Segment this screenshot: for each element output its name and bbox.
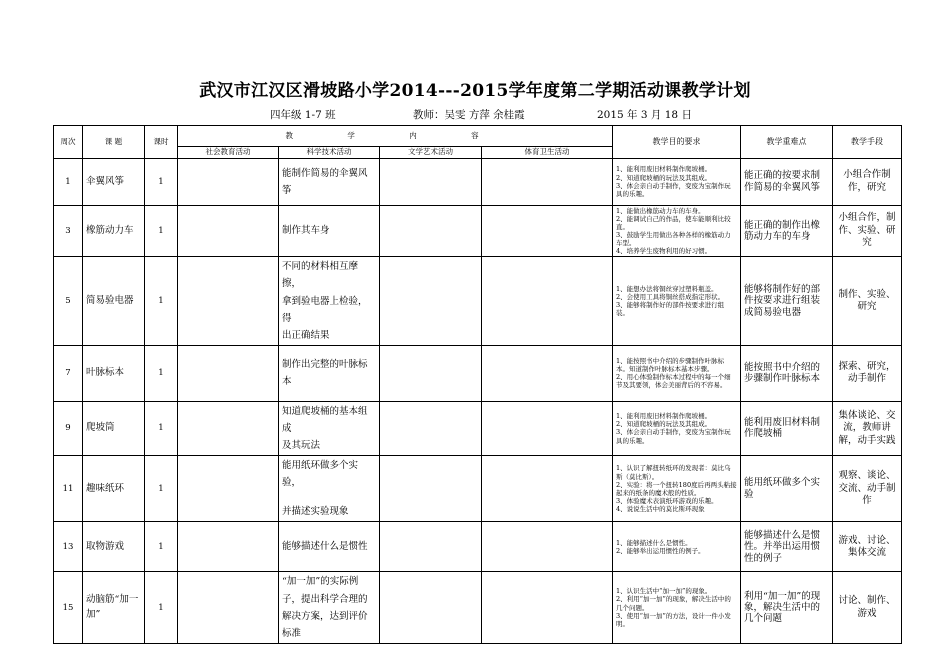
table-row	[54, 572, 902, 643]
table-row	[54, 401, 902, 455]
period-cell: 1	[145, 205, 178, 257]
goals-cell	[613, 456, 741, 522]
topic-cell: 伞翼风筝	[83, 158, 145, 205]
text-line: 2、能调试自己的作品，使车能顺利比较直。	[616, 214, 731, 231]
period-cell: 1	[145, 456, 178, 522]
period-cell: 1	[145, 158, 178, 205]
arts-cell	[380, 572, 482, 643]
text-line: 能制作简易的伞翼风筝	[282, 167, 368, 196]
social-cell	[178, 257, 279, 345]
key-points-cell: 能正确的制作出橡筋动力车的车身	[741, 205, 833, 257]
goals-cell	[613, 401, 741, 455]
text-line: 1、能按照书中介绍的步骤制作叶脉标本。知道制作叶脉标本基本步骤。	[616, 357, 725, 374]
table-row	[54, 522, 902, 572]
text-line: 知道爬坡桶的基本组成	[282, 405, 368, 434]
week-cell: 15	[54, 572, 83, 643]
text-line: 4、说说生活中的莫比斯环现象	[616, 505, 705, 514]
topic-cell: 爬坡筒	[83, 401, 145, 455]
social-cell	[178, 401, 279, 455]
methods-cell: 集体谈论、交流，教师讲解，动手实践	[833, 401, 902, 455]
methods-cell: 小组合作制作，研究	[833, 158, 902, 205]
pe-cell	[482, 456, 613, 522]
key-points-cell: 能正确的按要求制作简易的伞翼风筝	[741, 158, 833, 205]
plan-body	[54, 158, 902, 643]
social-cell	[178, 158, 279, 205]
key-points-cell: 能够将制作好的部件按要求进行组装成简易验电器	[741, 257, 833, 345]
methods-cell: 小组合作，制作、实验、研究	[833, 205, 902, 257]
text-line: 2、知道爬坡桶的玩法及其组成。	[616, 173, 712, 182]
text-line: 3、鼓励学生用做出各种各样的橡筋动力车型。	[616, 231, 731, 248]
period-cell: 1	[145, 345, 178, 401]
table-row	[54, 158, 902, 205]
page-title: 武汉市江汉区滑坡路小学2014---2015学年度第二学期活动课教学计划	[199, 81, 751, 101]
pe-cell	[482, 401, 613, 455]
social-cell	[178, 345, 279, 401]
methods-cell: 游戏、讨论、集体交流	[833, 522, 902, 572]
text-line: 4、培养学生废物利用的好习惯。	[616, 247, 712, 256]
pe-cell	[482, 522, 613, 572]
text-line: 2、知道爬坡桶的玩法及其组成。	[616, 420, 712, 429]
week-cell: 5	[54, 257, 83, 345]
week-cell: 1	[54, 158, 83, 205]
text-line: 2、实验：将一个扭转180度后再两头粘接起来的纸条的魔术般的性质。	[616, 480, 737, 497]
key-points-cell: 利用“加一加”的现象，解决生活中的几个问题	[741, 572, 833, 643]
key-points-cell: 能利用废旧材料制作爬坡桶	[741, 401, 833, 455]
arts-cell	[380, 345, 482, 401]
table-row	[54, 345, 902, 401]
science-cell	[279, 205, 380, 257]
col-key-points: 教学重难点	[741, 126, 833, 159]
text-line: 2、能够举出运用惯性的例子。	[616, 546, 705, 555]
week-cell: 9	[54, 401, 83, 455]
col-content: 教 学 内 容	[178, 126, 613, 147]
text-line: 1、能做出橡筋动力车的车身。	[616, 206, 705, 215]
methods-cell: 观察、谈论、交流、动手制作	[833, 456, 902, 522]
goals-cell	[613, 158, 741, 205]
pe-cell	[482, 572, 613, 643]
col-arts: 文学艺术活动	[380, 147, 482, 159]
topic-cell: 橡筋动力车	[83, 205, 145, 257]
class-info: 四年级 1-7 班	[270, 109, 336, 121]
text-line: 3、体会亲自动手制作，变废为宝制作玩具的乐趣。	[616, 428, 731, 445]
topic-cell: 趣味纸环	[83, 456, 145, 522]
goals-cell	[613, 205, 741, 257]
topic-cell: 取物游戏	[83, 522, 145, 572]
methods-cell: 探索、研究，动手制作	[833, 345, 902, 401]
text-line: 3、能够将制作好的部件按要求进行组装。	[616, 301, 725, 318]
science-cell	[279, 456, 380, 522]
topic-cell: 叶脉标本	[83, 345, 145, 401]
text-line: 2、利用“加一加”的现象，解决生活中的几个问题。	[616, 595, 731, 612]
key-points-cell: 能够描述什么是惯性。并举出运用惯性的例子	[741, 522, 833, 572]
text-line: 1、能想办法将铜丝穿过塑料瓶盖。	[616, 284, 718, 293]
activity-plan-table	[53, 125, 902, 644]
text-line: 拿到验电器上检验，得	[282, 295, 368, 324]
col-methods: 教学手段	[833, 126, 902, 159]
week-cell: 13	[54, 522, 83, 572]
col-period: 课时	[145, 126, 178, 159]
text-line: 出正确结果	[282, 329, 330, 341]
arts-cell	[380, 522, 482, 572]
text-line: 1、认识了解扭转纸环的发现者：莫比乌斯（莫比斯）。	[616, 464, 731, 481]
teachers: 教师：吴雯 方萍 余桂霞	[413, 109, 525, 121]
goals-cell	[613, 257, 741, 345]
pe-cell	[482, 345, 613, 401]
week-cell: 7	[54, 345, 83, 401]
science-cell	[279, 158, 380, 205]
col-topic: 课 题	[83, 126, 145, 159]
methods-cell: 制作、实验、研究	[833, 257, 902, 345]
social-cell	[178, 456, 279, 522]
text-line: 不同的材料相互摩擦，	[282, 261, 359, 290]
goals-cell	[613, 522, 741, 572]
period-cell: 1	[145, 257, 178, 345]
topic-cell: 简易验电器	[83, 257, 145, 345]
topic-cell: 动脑筋“加一加”	[83, 572, 145, 643]
text-line: 2、会使用工具将铜丝搭成指定形状。	[616, 292, 725, 301]
text-line: 并描述实验现象	[282, 506, 349, 518]
text-line: 能用纸环做多个实验，	[282, 460, 359, 489]
goals-cell	[613, 572, 741, 643]
text-line: 能够描述什么是惯性	[282, 541, 368, 553]
arts-cell	[380, 401, 482, 455]
period-cell: 1	[145, 401, 178, 455]
pe-cell	[482, 158, 613, 205]
col-social: 社会教育活动	[178, 147, 279, 159]
arts-cell	[380, 257, 482, 345]
arts-cell	[380, 158, 482, 205]
table-row	[54, 456, 902, 522]
science-cell	[279, 345, 380, 401]
col-week: 周次	[54, 126, 83, 159]
text-line	[282, 491, 376, 503]
methods-cell: 讨论、制作、游戏	[833, 572, 902, 643]
arts-cell	[380, 205, 482, 257]
col-goals: 教学目的要求	[613, 126, 741, 159]
table-row	[54, 257, 902, 345]
col-science: 科学技术活动	[279, 147, 380, 159]
social-cell	[178, 205, 279, 257]
text-line: “加一加”的实际例子，提出科学合理的解决方案，达到评价标准	[282, 576, 368, 639]
week-cell: 11	[54, 456, 83, 522]
arts-cell	[380, 456, 482, 522]
goals-cell	[613, 345, 741, 401]
plan-date: 2015 年 3 月 18 日	[597, 109, 692, 121]
week-cell: 3	[54, 205, 83, 257]
text-line: 1、认识生活中“加一加”的现象。	[616, 587, 712, 596]
social-cell	[178, 572, 279, 643]
pe-cell	[482, 205, 613, 257]
science-cell	[279, 522, 380, 572]
science-cell	[279, 401, 380, 455]
social-cell	[178, 522, 279, 572]
text-line: 1、能利用废旧材料制作爬坡桶。	[616, 165, 712, 174]
key-points-cell: 能按照书中介绍的步骤制作叶脉标本	[741, 345, 833, 401]
text-line: 及其玩法	[282, 440, 321, 452]
table-row	[54, 205, 902, 257]
science-cell	[279, 572, 380, 643]
text-line: 制作出完整的叶脉标本	[282, 359, 368, 388]
text-line: 1、能利用废旧材料制作爬坡桶。	[616, 412, 712, 421]
text-line: 制作其车身	[282, 225, 330, 237]
text-line: 3、使用“加一加”的方法，设计一件小发明。	[616, 611, 731, 628]
col-pe: 体育卫生活动	[482, 147, 613, 159]
text-line: 1、能够描述什么是惯性。	[616, 538, 692, 547]
pe-cell	[482, 257, 613, 345]
text-line: 3、体会亲自动手制作，变废为宝制作玩具的乐趣。	[616, 181, 731, 198]
text-line: 3、体验魔术表演纸环游戏的乐趣。	[616, 496, 718, 505]
period-cell: 1	[145, 522, 178, 572]
text-line: 2、用心体验制作标本过程中的每一个细节及其要领，体会美丽背后的不容易。	[616, 373, 731, 390]
period-cell: 1	[145, 572, 178, 643]
science-cell	[279, 257, 380, 345]
key-points-cell: 能用纸环做多个实验	[741, 456, 833, 522]
